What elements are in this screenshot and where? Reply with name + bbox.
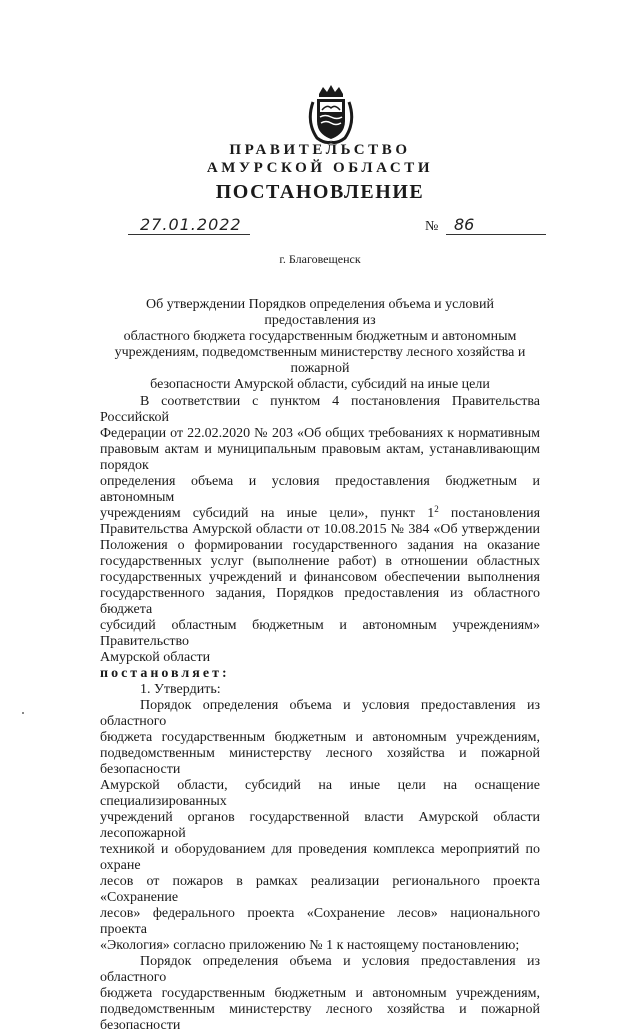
body-text: 1 xyxy=(427,506,435,521)
body-line: учреждений органов государственной власти Амурской области лесопожарной xyxy=(100,810,540,841)
body-line: подведомственным министерству лесного хозяйства и пожарной безопасности xyxy=(100,746,540,777)
body-line: определения объема и условия предоставления бюджетным и автономным xyxy=(100,474,540,505)
body-line: лесов от пожаров в рамках реализации регионального проекта «Сохранение xyxy=(100,874,540,905)
body-line: В соответствии с пунктом 4 постановления Правительства Российской xyxy=(100,394,540,425)
body-line: Порядок определения объема и условия предоставления из областного xyxy=(100,954,540,985)
document-type-title: ПОСТАНОВЛЕНИЕ xyxy=(215,181,425,203)
body-line: Положения о формировании государственного задания на оказание xyxy=(100,538,540,553)
date-value: 27.01.2022 xyxy=(140,215,242,234)
subject-line: областного бюджета государственным бюджетным и автономным xyxy=(123,329,517,344)
body-line: Правительства Амурской области от 10.08.2015 № 384 «Об утверждении xyxy=(100,522,540,537)
organization-name-line1: ПРАВИТЕЛЬСТВО xyxy=(229,142,411,158)
number-sign: № xyxy=(425,219,439,234)
body-line: Федерации от 22.02.2020 № 203 «Об общих требованиях к нормативным xyxy=(100,426,540,441)
body-line: бюджета государственным бюджетным и автономным учреждениям, xyxy=(100,986,540,1001)
body-line: техникой и оборудованием для проведения комплекса мероприятий по охране xyxy=(100,842,540,873)
superscript: 2 xyxy=(434,504,439,514)
body-line: государственных учреждений и финансовом обеспечении выполнения xyxy=(100,570,540,585)
body-line: Порядок определения объема и условия предоставления из областного xyxy=(100,698,540,729)
body-line: лесов» федерального проекта «Сохранение лесов» национального проекта xyxy=(100,906,540,937)
subject-line: учреждениям, подведомственным министерству лесного хозяйства и пожарной xyxy=(114,345,526,376)
item-heading: 1. Утвердить: xyxy=(140,682,221,697)
body-text: учреждениям субсидий на иные цели», пункт xyxy=(100,506,416,521)
body-line: государственных услуг (выполнение работ) в отношении областных xyxy=(100,554,540,569)
resolve-word: постановляет: xyxy=(100,666,230,681)
body-line: Амурской области xyxy=(100,650,211,665)
body-line: подведомственным министерству лесного хозяйства и пожарной безопасности xyxy=(100,1002,540,1033)
coat-of-arms-icon xyxy=(303,84,359,144)
date-field xyxy=(128,217,250,235)
body-line: правовым актам и муниципальным правовым актам, устанавливающим порядок xyxy=(100,442,540,473)
city-name: г. Благовещенск xyxy=(279,252,361,266)
body-line: Амурской области, субсидий на иные цели на оснащение специализированных xyxy=(100,778,540,809)
document-body xyxy=(100,394,540,1034)
scan-mark xyxy=(22,712,24,714)
body-text: постановления xyxy=(438,506,541,521)
document-subject xyxy=(100,297,540,393)
body-line: бюджета государственным бюджетным и автономным учреждениям, xyxy=(100,730,540,745)
subject-line: Об утверждении Порядков определения объема и условий предоставления из xyxy=(146,297,494,328)
body-line: государственного задания, Порядков предоставления из областного бюджета xyxy=(100,586,540,617)
body-line: субсидий областным бюджетным и автономным учреждениям» Правительство xyxy=(100,618,540,649)
number-field xyxy=(446,217,546,235)
number-value: 86 xyxy=(454,215,475,234)
body-line xyxy=(100,506,540,522)
subject-line: безопасности Амурской области, субсидий на иные цели xyxy=(150,377,490,392)
organization-name-line2: АМУРСКОЙ ОБЛАСТИ xyxy=(206,160,434,176)
body-line: «Экология» согласно приложению № 1 к настоящему постановлению; xyxy=(100,938,520,953)
